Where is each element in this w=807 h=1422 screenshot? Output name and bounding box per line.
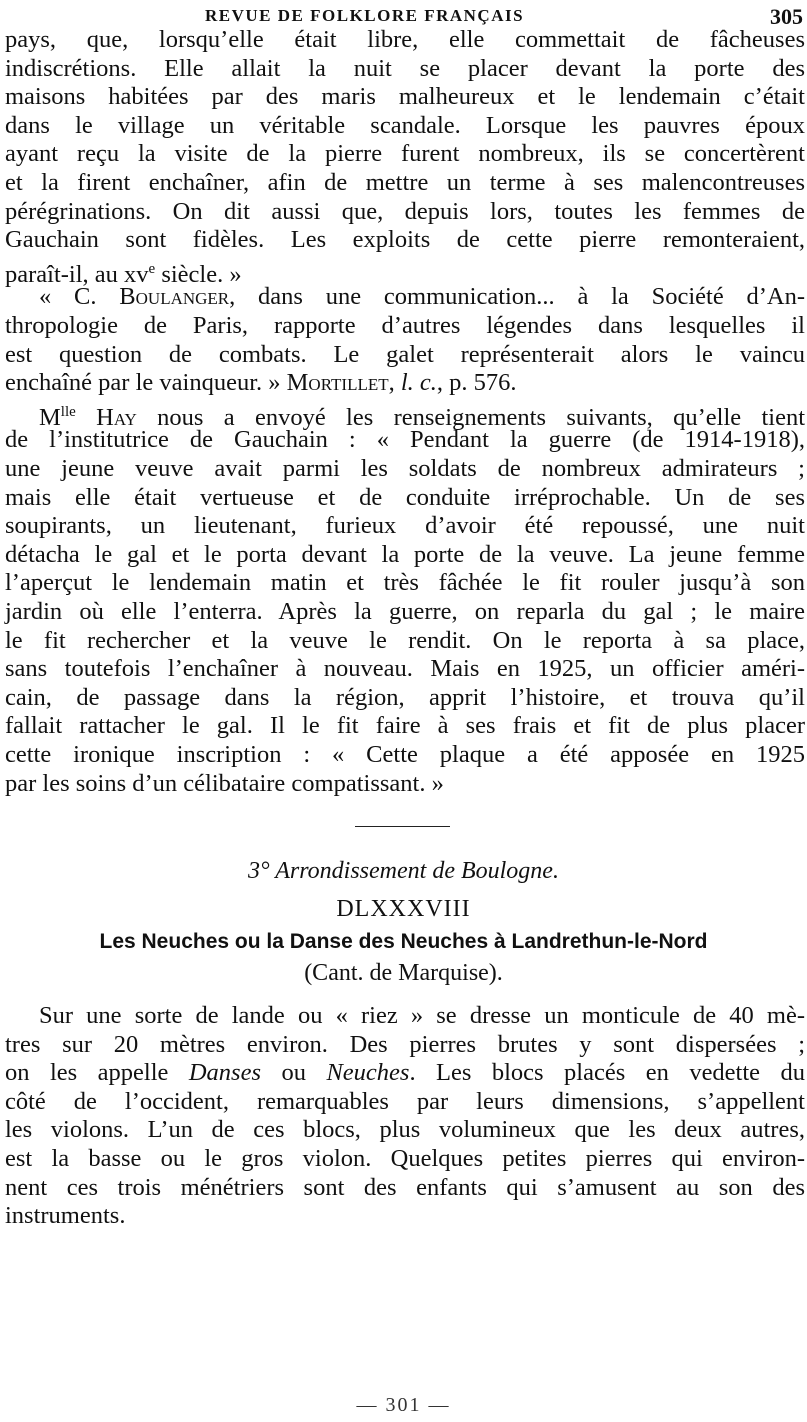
running-header	[0, 4, 807, 28]
text-line	[5, 1202, 805, 1231]
text-line	[5, 741, 805, 770]
text-segment: est la basse ou le gros violon. Quelques petites pierres qui environ-	[5, 1144, 805, 1172]
text-segment: mais elle était vertueuse et de conduite irréprochable. Un de ses	[5, 483, 805, 511]
text-line	[5, 226, 805, 255]
text-segment: les violons. L’un de ces blocs, plus volumineux que les deux autres,	[5, 1116, 805, 1144]
journal-title: REVUE DE FOLKLORE FRANÇAIS	[205, 6, 525, 25]
text-segment: Gauchain sont fidèles. Les exploits de cette pierre remonteraient,	[5, 226, 805, 254]
text-segment: ou	[261, 1059, 327, 1087]
page-number: — 301 —	[356, 1394, 451, 1416]
text-segment: tres sur 20 mètres environ. Des pierres brutes y sont dispersées ;	[5, 1030, 805, 1058]
text-segment: lle	[60, 403, 76, 420]
text-line	[5, 684, 805, 713]
text-segment: Mortillet	[286, 369, 389, 397]
text-line	[5, 569, 805, 598]
text-line	[5, 712, 805, 741]
section-number: DLXXXVIII	[336, 896, 471, 922]
text-line	[5, 1116, 805, 1145]
text-segment: sans toutefois l’enchaîner à nouveau. Mais en 1925, un officier améri-	[5, 655, 805, 683]
text-segment: soupirants, un lieutenant, furieux d’avoir été repoussé, une nuit	[5, 512, 805, 540]
text-segment: instruments.	[5, 1202, 126, 1230]
text-segment: et la firent enchaîner, afin de mettre un terme à ses malencontreuses	[5, 168, 805, 196]
header-page-number: 305	[770, 4, 803, 29]
text-line	[5, 26, 805, 55]
text-line	[5, 255, 805, 288]
text-segment: Hay	[96, 403, 137, 431]
text-segment: M	[39, 403, 61, 431]
text-segment: nent ces trois ménétriers sont des enfants qui s’amusent au son des	[5, 1173, 805, 1201]
text-segment: par les soins d’un célibataire compatissant. »	[5, 769, 444, 797]
text-segment: le fit rechercher et la veuve le rendit. On le reporta à sa place,	[5, 626, 805, 654]
paragraph-2	[5, 283, 805, 397]
text-segment: , dans une communication... à la Société d’An-	[229, 283, 806, 311]
text-segment: est question de combats. Le galet représenterait alors le vaincu	[5, 340, 805, 368]
text-segment: on les appelle	[5, 1059, 189, 1087]
text-line	[5, 512, 805, 541]
text-segment: ,	[388, 369, 401, 397]
text-segment: indiscrétions. Elle allait la nuit se placer devant la porte des	[5, 54, 805, 82]
text-segment: maisons habitées par des maris malheureux et le lendemain c’était	[5, 83, 805, 111]
text-segment: e	[148, 260, 156, 277]
text-line	[5, 1145, 805, 1174]
text-line	[5, 770, 805, 799]
section-divider	[355, 826, 450, 827]
text-line	[5, 112, 805, 141]
text-line	[5, 283, 805, 312]
text-segment: de l’institutrice de Gauchain : « Pendant la guerre (de 1914-1918),	[5, 426, 805, 454]
text-line	[5, 312, 805, 341]
text-segment: l. c.	[400, 369, 437, 397]
text-segment: « C.	[39, 283, 120, 311]
text-line	[5, 541, 805, 570]
text-line	[5, 1002, 805, 1031]
text-segment: Sur une sorte de lande ou « riez » se dresse un monticule de 40 mè-	[39, 1002, 805, 1029]
text-segment: enchaîné par le vainqueur. »	[5, 369, 287, 397]
text-line	[5, 1031, 805, 1060]
text-segment: cain, de passage dans la région, apprit l’histoire, et trouva qu’il	[5, 683, 805, 711]
text-segment: dans le village un véritable scandale. Lorsque les pauvres époux	[5, 111, 805, 139]
section-subtitle: 3° Arrondissement de Boulogne.	[248, 858, 559, 884]
text-segment: jardin où elle l’enterra. Après la guerre, on reparla du gal ; le maire	[5, 597, 805, 625]
text-segment: une jeune veuve avait parmi les soldats de nombreux admirateurs ;	[5, 454, 805, 482]
text-segment: thropologie de Paris, rapporte d’autres légendes dans lesquelles il	[5, 311, 805, 339]
text-segment: siècle. »	[155, 260, 242, 288]
text-segment: nous a envoyé les renseignements suivants, qu’elle tient	[136, 403, 805, 431]
text-segment: . Les blocs placés en vedette du	[409, 1059, 806, 1087]
text-line	[5, 55, 805, 84]
text-line	[5, 627, 805, 656]
text-segment: pérégrinations. On dit aussi que, depuis lors, toutes les femmes de	[5, 197, 805, 225]
text-segment: détacha le gal et le porta devant la porte de la veuve. La jeune femme	[5, 540, 805, 568]
text-segment: cette ironique inscription : « Cette plaque a été apposée en 1925	[5, 740, 805, 768]
text-line	[5, 1174, 805, 1203]
text-line	[5, 369, 805, 398]
text-line	[5, 455, 805, 484]
text-line	[5, 198, 805, 227]
text-line	[5, 398, 805, 431]
text-line	[5, 140, 805, 169]
text-segment: l’aperçut le lendemain matin et très fâchée le fit rouler jusqu’à son	[5, 569, 805, 597]
text-segment: Neuches	[326, 1059, 410, 1087]
section-title: Les Neuches ou la Danse des Neuches à Landrethun-le-Nord	[99, 930, 708, 953]
text-line	[5, 598, 805, 627]
text-segment: , p. 576.	[436, 369, 517, 397]
text-line	[5, 484, 805, 513]
text-segment: paraît-il, au xv	[5, 260, 149, 288]
text-line	[5, 83, 805, 112]
text-segment: Boulanger	[119, 283, 230, 311]
text-segment: pays, que, lorsqu’elle était libre, elle commettait de fâcheuses	[5, 26, 805, 53]
text-line	[5, 341, 805, 370]
text-line	[5, 426, 805, 455]
paragraph-4	[5, 1002, 805, 1231]
text-segment: fallait rattacher le gal. Il le fit faire à ses frais et fit de plus placer	[5, 712, 805, 740]
text-line	[5, 169, 805, 198]
paragraph-1	[5, 26, 805, 288]
text-line	[5, 1088, 805, 1117]
text-line	[5, 655, 805, 684]
text-segment: côté de l’occident, remarquables par leurs dimensions, s’appellent	[5, 1087, 805, 1115]
text-segment: Danses	[188, 1059, 261, 1087]
text-line	[5, 1059, 805, 1088]
section-canton: (Cant. de Marquise).	[304, 960, 503, 986]
text-segment: ayant reçu la visite de la pierre furent nombreux, ils se concertèrent	[5, 140, 805, 168]
paragraph-3	[5, 398, 805, 798]
